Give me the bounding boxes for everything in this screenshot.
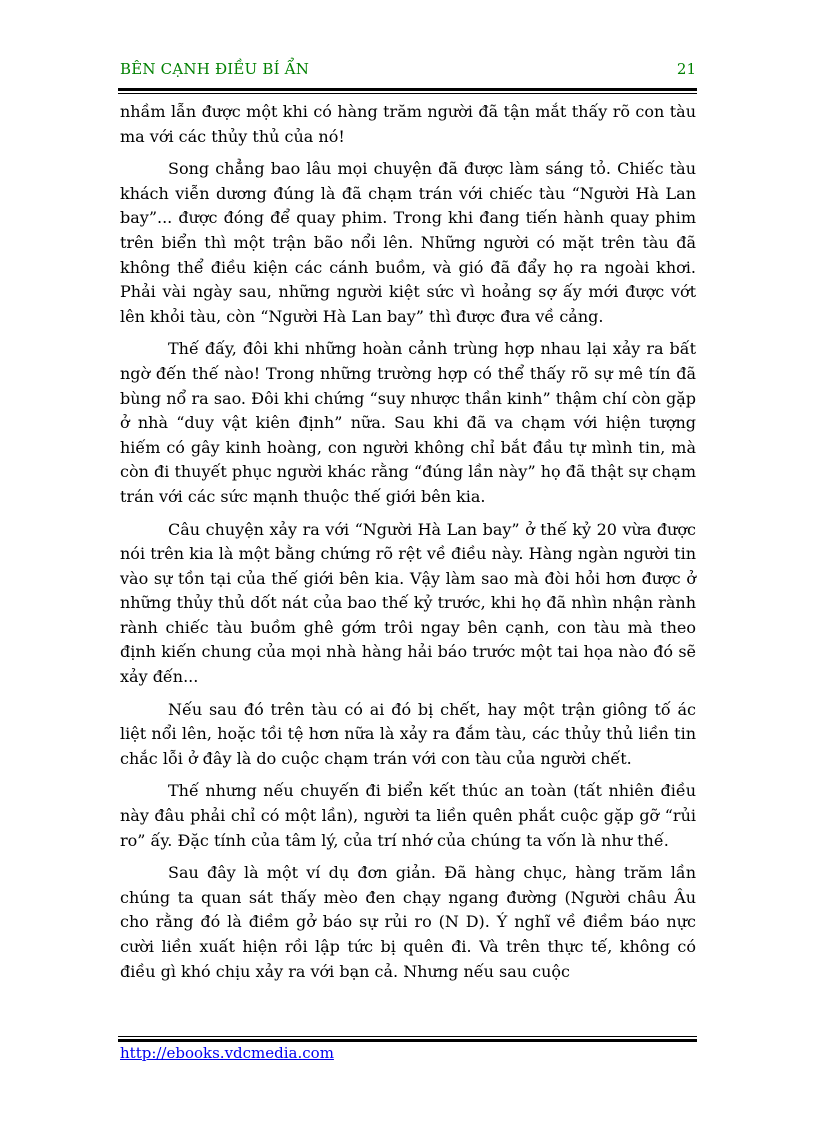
footer-link[interactable]: http://ebooks.vdcmedia.com bbox=[120, 1044, 334, 1062]
paragraph: nhầm lẫn được một khi có hàng trăm người đã tận mắt thấy rõ con tàu ma với các thủy thủ của nó! bbox=[120, 102, 696, 146]
footer-rule bbox=[118, 1036, 697, 1042]
paragraph: Câu chuyện xảy ra với “Người Hà Lan bay” ở thế kỷ 20 vừa được nói trên kia là một bằng chứng rõ rệt về điều này. Hàng ngàn người tin vào sự tồn tại của thế giới bên kia. Vậy làm sao mà đòi hỏi hơn được ở những thủy thủ dốt nát của bao thế kỷ trước, khi họ đã nhìn nhận rành rành chiếc tàu buồm ghê gớm trôi ngay bên cạnh, con tàu mà theo định kiến chung của mọi nhà hàng hải báo trước một tai họa nào đó sẽ xảy đến... bbox=[120, 519, 696, 687]
body-text bbox=[120, 100, 696, 992]
paragraph: Thế nhưng nếu chuyến đi biển kết thúc an toàn (tất nhiên điều này đâu phải chỉ có một lần), người ta liền quên phắt cuộc gặp gỡ “rủi ro” ấy. Đặc tính của tâm lý, của trí nhớ của chúng ta vốn là như thế. bbox=[120, 781, 696, 850]
page-number: 21 bbox=[676, 60, 696, 78]
paragraph: Sau đây là một ví dụ đơn giản. Đã hàng chục, hàng trăm lần chúng ta quan sát thấy mèo đen chạy ngang đường (Người châu Âu cho rằng đó là điềm gở báo sự rủi ro (N D). Ý nghĩ về điềm báo nực cười liền xuất hiện rồi lập tức bị quên đi. Và trên thực tế, không có điều gì khó chịu xảy ra với bạn cả. Nhưng nếu sau cuộc bbox=[120, 863, 696, 981]
header-rule bbox=[118, 88, 697, 94]
paragraph: Nếu sau đó trên tàu có ai đó bị chết, hay một trận giông tố ác liệt nổi lên, hoặc tồi tệ hơn nữa là xảy ra đắm tàu, các thủy thủ liền tin chắc lỗi ở đây là do cuộc chạm trán với con tàu của người chết. bbox=[120, 699, 696, 768]
paragraph: Song chẳng bao lâu mọi chuyện đã được làm sáng tỏ. Chiếc tàu khách viễn dương đúng là đã chạm trán với chiếc tàu “Người Hà Lan bay”... được đóng để quay phim. Trong khi đang tiến hành quay phim trên biển thì một trận bão nổi lên. Những người có mặt trên tàu đã không thể điều kiện các cánh buồm, và gió đã đẩy họ ra ngoài khơi. Phải vài ngày sau, những người kiệt sức vì hoảng sợ ấy mới được vớt lên khỏi tàu, còn “Người Hà Lan bay” thì được đưa về cảng. bbox=[120, 159, 696, 326]
paragraph: Thế đấy, đôi khi những hoàn cảnh trùng hợp nhau lại xảy ra bất ngờ đến thế nào! Trong những trường hợp có thể thấy rõ sự mê tín đã bùng nổ ra sao. Đôi khi chứng “suy nhược thần kinh” thậm chí còn gặp ở nhà “duy vật kiên định” nữa. Sau khi đã va chạm với hiện tượng hiếm có gây kinh hoàng, con người không chỉ bắt đầu tự mình tin, mà còn đi thuyết phục người khác rằng “đúng lần này” họ đã thật sự chạm trán với các sức mạnh thuộc thế giới bên kia. bbox=[120, 339, 696, 506]
header-title: BÊN CẠNH ĐIỀU BÍ ẨN bbox=[120, 60, 310, 78]
running-header bbox=[120, 60, 696, 84]
